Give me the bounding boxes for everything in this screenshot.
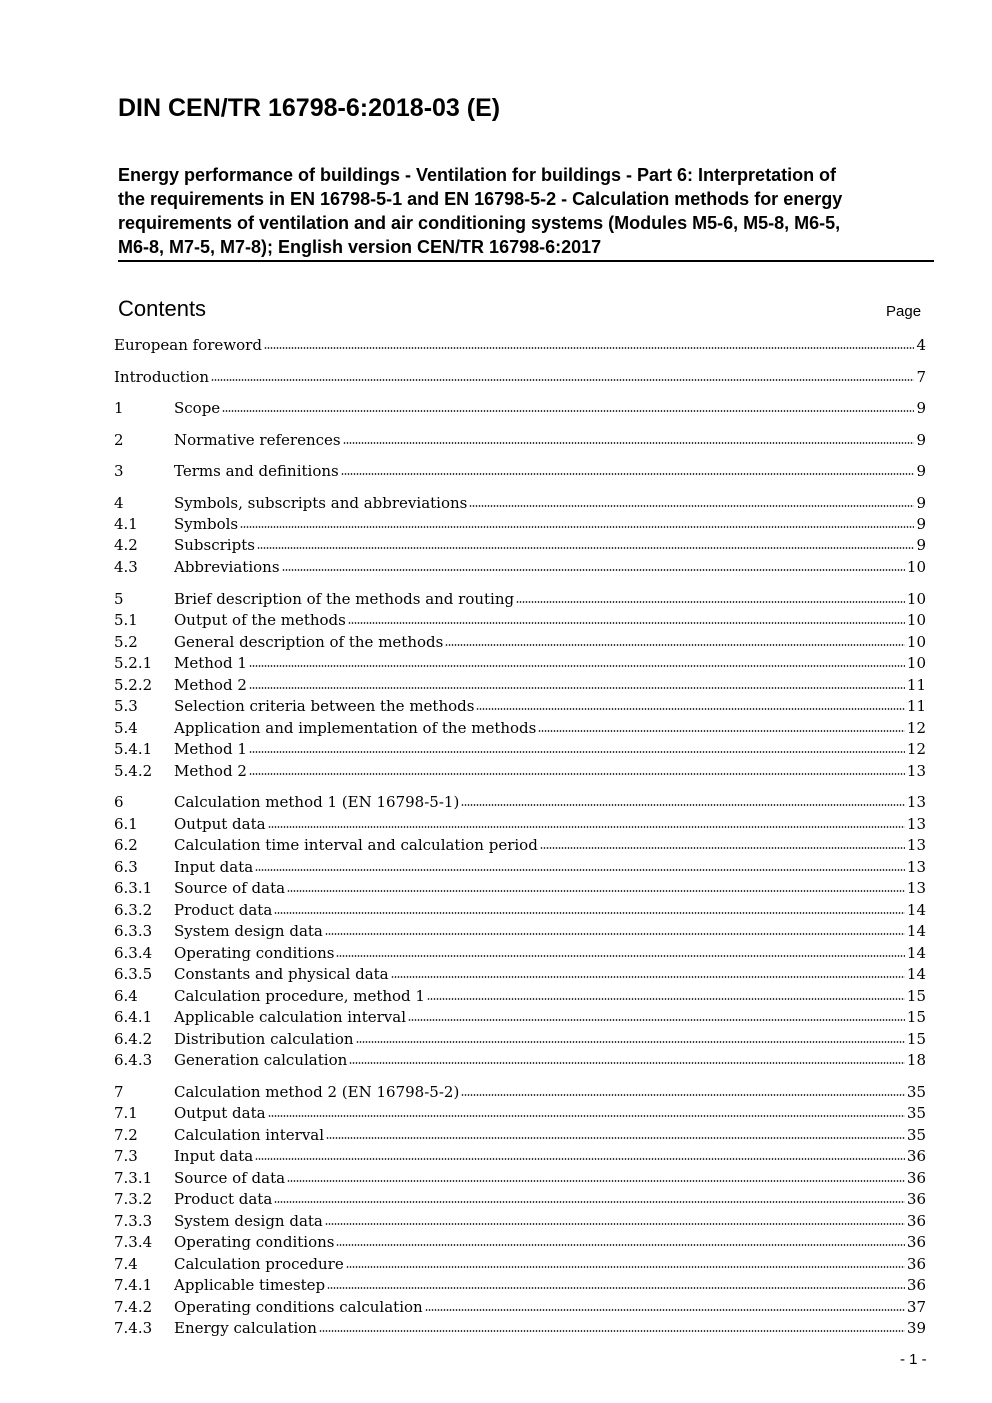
dot-leader	[274, 1200, 905, 1204]
dot-leader	[274, 911, 905, 915]
toc-entry[interactable]	[114, 632, 926, 652]
toc-entry[interactable]	[114, 739, 926, 759]
toc-entry-number: 3	[114, 462, 124, 480]
toc-entry[interactable]	[114, 986, 926, 1006]
toc-entry-title: Output of the methods	[174, 611, 346, 629]
toc-entry[interactable]	[114, 943, 926, 963]
toc-entry-title: Terms and definitions	[174, 462, 339, 480]
dot-leader	[325, 1222, 905, 1226]
dot-leader	[336, 1243, 904, 1247]
toc-entry-number: 6.3.3	[114, 922, 153, 940]
toc-entry-number: 5.4.2	[114, 762, 153, 780]
toc-entry-number: 7.3.2	[114, 1190, 153, 1208]
toc-entry-title: Symbols, subscripts and abbreviations	[174, 494, 468, 512]
toc-entry-page: 9	[916, 536, 926, 554]
toc-entry-title: Method 1	[174, 654, 247, 672]
toc-entry-title: Energy calculation	[174, 1319, 317, 1337]
toc-entry-page: 18	[906, 1051, 926, 1069]
dot-leader	[343, 441, 915, 445]
toc-entry[interactable]	[114, 557, 926, 577]
toc-entry-number: 5.2	[114, 633, 138, 651]
toc-entry-number: 6.1	[114, 815, 138, 833]
toc-entry-title: Calculation time interval and calculation period	[174, 836, 538, 854]
subtitle-line: the requirements in EN 16798-5-1 and EN 16798-5-2 - Calculation methods for energy	[118, 189, 843, 209]
toc-entry-number: 7	[114, 1083, 124, 1101]
toc-entry[interactable]	[114, 430, 926, 450]
toc-entry-title: Source of data	[174, 879, 286, 897]
toc-entry-title: Calculation method 1 (EN 16798-5-1)	[174, 793, 460, 811]
toc-entry[interactable]	[114, 535, 926, 555]
toc-entry-page: 10	[906, 590, 926, 608]
toc-entry-number: 6.4.3	[114, 1051, 153, 1069]
toc-entry-number: 7.4.2	[114, 1298, 153, 1316]
toc-entry-page: 35	[906, 1083, 926, 1101]
toc-entry-title: Applicable timestep	[174, 1276, 326, 1294]
contents-heading: Contents	[118, 296, 207, 321]
toc-entry[interactable]	[114, 792, 926, 812]
dot-leader	[249, 750, 905, 754]
toc-entry-number: 6.4	[114, 987, 138, 1005]
dot-leader	[349, 1061, 905, 1065]
toc-entry-title: Calculation interval	[174, 1126, 325, 1144]
toc-entry-title: Selection criteria between the methods	[174, 697, 475, 715]
toc-entry-page: 4	[916, 336, 926, 354]
toc-entry-page: 13	[906, 836, 926, 854]
toc-entry-title: Source of data	[174, 1169, 286, 1187]
toc-entry-number: 4.3	[114, 558, 138, 576]
toc-entry-title: Subscripts	[174, 536, 255, 554]
toc-entry-title: Symbols	[174, 515, 239, 533]
toc-entry-number: 6.3.1	[114, 879, 153, 897]
toc-entry-number: 7.3.1	[114, 1169, 153, 1187]
toc-entry[interactable]	[114, 1125, 926, 1145]
toc-entry[interactable]	[114, 900, 926, 920]
dot-leader	[540, 846, 905, 850]
toc-entry-title: Input data	[174, 1147, 254, 1165]
toc-entry-number: 5.4.1	[114, 740, 153, 758]
toc-entry-number: 7.2	[114, 1126, 138, 1144]
toc-entry-title: Input data	[174, 858, 254, 876]
toc-entry[interactable]	[114, 461, 926, 481]
dot-leader	[461, 803, 905, 807]
toc-entry-number: 6.4.1	[114, 1008, 153, 1026]
toc-entry[interactable]	[114, 335, 926, 355]
dot-leader	[319, 1329, 905, 1333]
document-title: DIN CEN/TR 16798-6:2018-03 (E)	[118, 94, 501, 122]
toc-entry-number: 7.3.4	[114, 1233, 153, 1251]
toc-entry-title: Normative references	[174, 431, 341, 449]
toc-entry-title: Method 1	[174, 740, 247, 758]
dot-leader	[264, 346, 915, 350]
toc-entry-page: 13	[906, 793, 926, 811]
toc-entry-page: 36	[906, 1255, 926, 1273]
toc-entry-page: 36	[906, 1169, 926, 1187]
dot-leader	[356, 1040, 905, 1044]
toc-entry-page: 15	[906, 987, 926, 1005]
toc-entry-title: Operating conditions calculation	[174, 1298, 423, 1316]
toc-entry[interactable]	[114, 1050, 926, 1070]
toc-entry[interactable]	[114, 1082, 926, 1102]
toc-entry-number: 5.3	[114, 697, 138, 715]
toc-entry-title: Distribution calculation	[174, 1030, 354, 1048]
toc-entry[interactable]	[114, 1189, 926, 1209]
toc-entry-title: System design data	[174, 1212, 323, 1230]
toc-entry-page: 36	[906, 1147, 926, 1165]
toc-entry-number: 7.1	[114, 1104, 138, 1122]
toc-entry-title: European foreword	[114, 336, 262, 354]
toc-entry-number: 6.3.5	[114, 965, 153, 983]
toc-entry-page: 10	[906, 611, 926, 629]
toc-entry-number: 7.4.3	[114, 1319, 153, 1337]
toc-entry-number: 4.1	[114, 515, 138, 533]
toc-entry-title: Constants and physical data	[174, 965, 389, 983]
toc-entry-number: 6	[114, 793, 124, 811]
toc-entry[interactable]	[114, 718, 926, 738]
toc-entry[interactable]	[114, 696, 926, 716]
toc-entry[interactable]	[114, 1168, 926, 1188]
dot-leader	[255, 868, 905, 872]
toc-entry-title: Calculation method 2 (EN 16798-5-2)	[174, 1083, 460, 1101]
dot-leader	[391, 975, 905, 979]
toc-entry[interactable]	[114, 1007, 926, 1027]
toc-entry-title: Calculation procedure, method 1	[174, 987, 425, 1005]
dot-leader	[469, 504, 914, 508]
page-column-label: Page	[886, 303, 922, 320]
toc-entry-page: 36	[906, 1233, 926, 1251]
dot-leader	[326, 1136, 905, 1140]
toc-entry-title: Product data	[174, 1190, 273, 1208]
dot-leader	[425, 1308, 905, 1312]
toc-entry-title: Application and implementation of the methods	[174, 719, 537, 737]
toc-entry-title: Method 2	[174, 676, 247, 694]
dot-leader	[255, 1157, 905, 1161]
toc-entry-number: 5.4	[114, 719, 138, 737]
toc-entry-number: 5.2.2	[114, 676, 153, 694]
dot-leader	[240, 525, 914, 529]
toc-entry[interactable]	[114, 964, 926, 984]
dot-leader	[346, 1265, 905, 1269]
toc-entry-page: 12	[906, 740, 926, 758]
toc-entry-page: 15	[906, 1008, 926, 1026]
toc-entry-number: 4	[114, 494, 124, 512]
toc-entry[interactable]	[114, 835, 926, 855]
toc-entry[interactable]	[114, 367, 926, 387]
toc-entry-page: 7	[916, 368, 926, 386]
toc-entry-page: 9	[916, 431, 926, 449]
dot-leader	[287, 1179, 905, 1183]
toc-entry-title: Generation calculation	[174, 1051, 348, 1069]
toc-entry-page: 14	[906, 922, 926, 940]
toc-entry-number: 1	[114, 399, 124, 417]
toc-entry-page: 15	[906, 1030, 926, 1048]
toc-entry[interactable]	[114, 493, 926, 513]
document-subtitle	[118, 163, 934, 262]
toc-entry[interactable]	[114, 1254, 926, 1274]
toc-entry[interactable]	[114, 610, 926, 630]
subtitle-line: M6-8, M7-5, M7-8); English version CEN/TR 16798-6:2017	[118, 237, 602, 257]
toc-entry[interactable]	[114, 921, 926, 941]
toc-entry[interactable]	[114, 1318, 926, 1338]
dot-leader	[268, 825, 905, 829]
dot-leader	[408, 1018, 905, 1022]
toc-entry-page: 11	[906, 676, 926, 694]
toc-entry-title: Method 2	[174, 762, 247, 780]
toc-entry-title: General description of the methods	[174, 633, 444, 651]
toc-entry-title: Product data	[174, 901, 273, 919]
toc-entry-page: 11	[906, 697, 926, 715]
toc-entry[interactable]	[114, 878, 926, 898]
toc-entry-number: 6.3.4	[114, 944, 153, 962]
toc-entry-page: 13	[906, 858, 926, 876]
toc-entry-title: Applicable calculation interval	[174, 1008, 406, 1026]
toc-entry-number: 6.3	[114, 858, 138, 876]
toc-entry[interactable]	[114, 814, 926, 834]
toc-entry-page: 10	[906, 633, 926, 651]
toc-entry[interactable]	[114, 675, 926, 695]
dot-leader	[211, 378, 914, 382]
toc-entry[interactable]	[114, 398, 926, 418]
toc-entry-page: 35	[906, 1104, 926, 1122]
dot-leader	[476, 707, 904, 711]
toc-entry-page: 13	[906, 762, 926, 780]
dot-leader	[257, 546, 915, 550]
toc-entry[interactable]	[114, 1029, 926, 1049]
subtitle-line: Energy performance of buildings - Ventilation for buildings - Part 6: Interpretation of	[118, 165, 837, 185]
toc-entry-number: 5.2.1	[114, 654, 153, 672]
toc-entry[interactable]	[114, 1146, 926, 1166]
toc-entry-title: Brief description of the methods and routing	[174, 590, 515, 608]
toc-entry[interactable]	[114, 1232, 926, 1252]
dot-leader	[222, 409, 914, 413]
toc-entry-page: 36	[906, 1276, 926, 1294]
toc-entry-title: Operating conditions	[174, 1233, 335, 1251]
toc-entry[interactable]	[114, 857, 926, 877]
toc-entry[interactable]	[114, 761, 926, 781]
toc-entry-page: 9	[916, 462, 926, 480]
dot-leader	[461, 1093, 905, 1097]
dot-leader	[427, 997, 905, 1001]
toc-entry-page: 12	[906, 719, 926, 737]
toc-entry-page: 14	[906, 965, 926, 983]
toc-entry-number: 7.4	[114, 1255, 138, 1273]
toc-entry-title: Scope	[174, 399, 221, 417]
page-number: - 1 -	[900, 1351, 927, 1368]
toc-entry-page: 37	[906, 1298, 926, 1316]
toc-entry[interactable]	[114, 1275, 926, 1295]
toc-entry-page: 14	[906, 944, 926, 962]
toc-entry[interactable]	[114, 1211, 926, 1231]
toc-entry-page: 9	[916, 515, 926, 533]
toc-entry[interactable]	[114, 1103, 926, 1123]
toc-entry-number: 7.3	[114, 1147, 138, 1165]
toc-entry-page: 35	[906, 1126, 926, 1144]
dot-leader	[282, 568, 905, 572]
toc-entry-number: 2	[114, 431, 124, 449]
dot-leader	[336, 954, 904, 958]
toc-entry-number: 5.1	[114, 611, 138, 629]
toc-entry-page: 9	[916, 494, 926, 512]
toc-entry-page: 10	[906, 558, 926, 576]
toc-entry-page: 9	[916, 399, 926, 417]
toc-entry[interactable]	[114, 653, 926, 673]
toc-entry-number: 6.4.2	[114, 1030, 153, 1048]
toc-entry-title: Operating conditions	[174, 944, 335, 962]
dot-leader	[348, 621, 905, 625]
toc-entry-page: 13	[906, 815, 926, 833]
dot-leader	[268, 1114, 905, 1118]
toc-entry-page: 36	[906, 1190, 926, 1208]
dot-leader	[287, 889, 905, 893]
toc-entry[interactable]	[114, 589, 926, 609]
toc-entry-number: 5	[114, 590, 124, 608]
toc-entry-title: Calculation procedure	[174, 1255, 344, 1273]
toc-entry-title: System design data	[174, 922, 323, 940]
dot-leader	[325, 932, 905, 936]
dot-leader	[445, 643, 905, 647]
toc-entry[interactable]	[114, 1297, 926, 1317]
toc-entry-number: 7.4.1	[114, 1276, 153, 1294]
toc-entry-title: Output data	[174, 815, 266, 833]
toc-entry-page: 13	[906, 879, 926, 897]
dot-leader	[341, 472, 915, 476]
toc-entry-title: Abbreviations	[174, 558, 280, 576]
toc-entry-page: 39	[906, 1319, 926, 1337]
toc-entry-title: Output data	[174, 1104, 266, 1122]
toc-entry-number: 4.2	[114, 536, 138, 554]
dot-leader	[327, 1286, 905, 1290]
toc-entry-number: 6.2	[114, 836, 138, 854]
toc-entry-page: 14	[906, 901, 926, 919]
dot-leader	[249, 664, 905, 668]
dot-leader	[249, 686, 905, 690]
toc-entry-number: 7.3.3	[114, 1212, 153, 1230]
toc-entry-title: Introduction	[114, 368, 209, 386]
toc-entry-page: 36	[906, 1212, 926, 1230]
toc-entry-page: 10	[906, 654, 926, 672]
dot-leader	[516, 600, 905, 604]
subtitle-line: requirements of ventilation and air conditioning systems (Modules M5-6, M5-8, M6-5,	[118, 213, 841, 233]
dot-leader	[249, 772, 905, 776]
toc-entry-number: 6.3.2	[114, 901, 153, 919]
dot-leader	[538, 729, 905, 733]
toc-entry[interactable]	[114, 514, 926, 534]
